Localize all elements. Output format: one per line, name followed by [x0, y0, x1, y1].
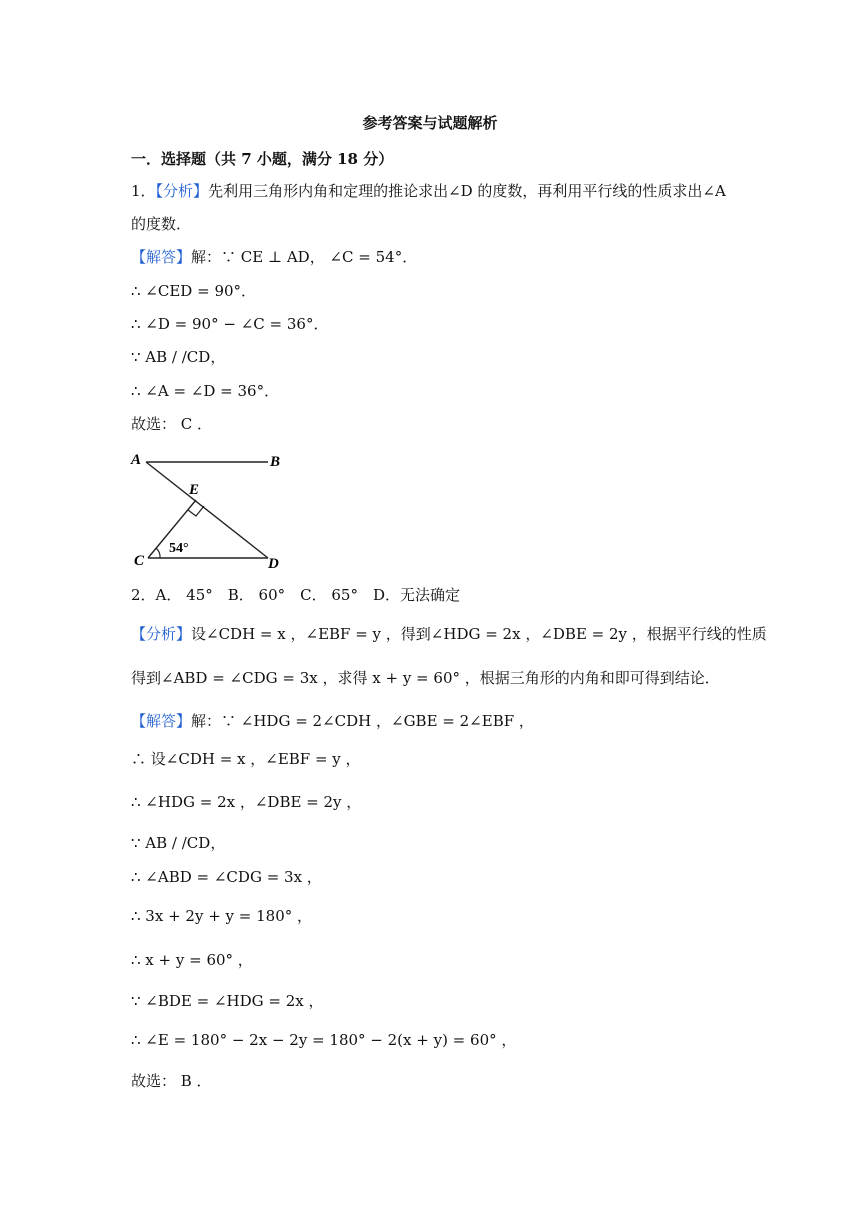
q1-step-4: ∵ AB / /CD，	[131, 348, 226, 366]
q2-step-9: ∴ ∠E = 180° − 2x − 2y = 180° − 2(x + y) = 60° ，	[131, 1031, 517, 1049]
q1-step-2: ∴ ∠CED = 90°．	[131, 282, 257, 300]
q1-solution-line: 【解答】解：∵ CE ⊥ AD， ∠C = 54°．	[131, 248, 418, 266]
q2-analysis-line1: 【分析】设∠CDH = x ，∠EBF = y ，得到∠HDG = 2x ，∠DBE = 2y ，根据平行线的性质	[131, 625, 767, 643]
tag-label: 【解答】	[131, 248, 192, 266]
q2-step-8: ∵ ∠BDE = ∠HDG = 2x ，	[131, 992, 324, 1010]
page-title: 参考答案与试题解析	[362, 114, 498, 132]
tag-label: 【分析】	[131, 625, 192, 643]
q2-step-4: ∵ AB / /CD，	[131, 834, 226, 852]
q1-analysis-line2: 的度数．	[131, 215, 192, 233]
section-heading: 一．选择题（共 7 小题，满分 18 分）	[131, 150, 394, 168]
q1-analysis-line1: 1．【分析】先利用三角形内角和定理的推论求出∠D 的度数，再利用平行线的性质求出∠A	[131, 182, 726, 200]
q2-answer: 故选： B ．	[131, 1072, 212, 1090]
label-angle: 54°	[169, 541, 189, 556]
q2-step-2: ∴ 设∠CDH = x ，∠EBF = y ，	[131, 750, 361, 768]
q2-analysis-line2: 得到∠ABD = ∠CDG = 3x ，求得 x + y = 60° ，根据三角形的内角和即可得到结论．	[131, 669, 720, 687]
label-c: C	[134, 553, 145, 569]
label-a: A	[131, 452, 142, 468]
line-ad	[146, 462, 268, 558]
label-d: D	[268, 556, 279, 572]
q2-options: 2．A． 45° B． 60° C． 65° D．无法确定	[131, 586, 460, 604]
q2-step-6: ∴ 3x + 2y + y = 180° ，	[131, 907, 313, 925]
q2-step-7: ∴ x + y = 60° ，	[131, 951, 253, 969]
label-b: B	[270, 454, 281, 470]
q1-step-5: ∴ ∠A = ∠D = 36°．	[131, 382, 280, 400]
q1-geometry-figure	[128, 448, 298, 572]
q1-answer: 故选： C ．	[131, 415, 213, 433]
q2-step-3: ∴ ∠HDG = 2x ，∠DBE = 2y ，	[131, 793, 362, 811]
label-e: E	[189, 482, 200, 498]
q2-step-5: ∴ ∠ABD = ∠CDG = 3x ，	[131, 868, 322, 886]
tag-label: 【解答】	[131, 712, 192, 730]
q2-solution-line: 【解答】解：∵ ∠HDG = 2∠CDH ，∠GBE = 2∠EBF ，	[131, 712, 534, 730]
q1-step-3: ∴ ∠D = 90° − ∠C = 36°．	[131, 315, 329, 333]
tag-label: 【分析】	[155, 182, 209, 200]
angle-arc	[156, 548, 160, 558]
